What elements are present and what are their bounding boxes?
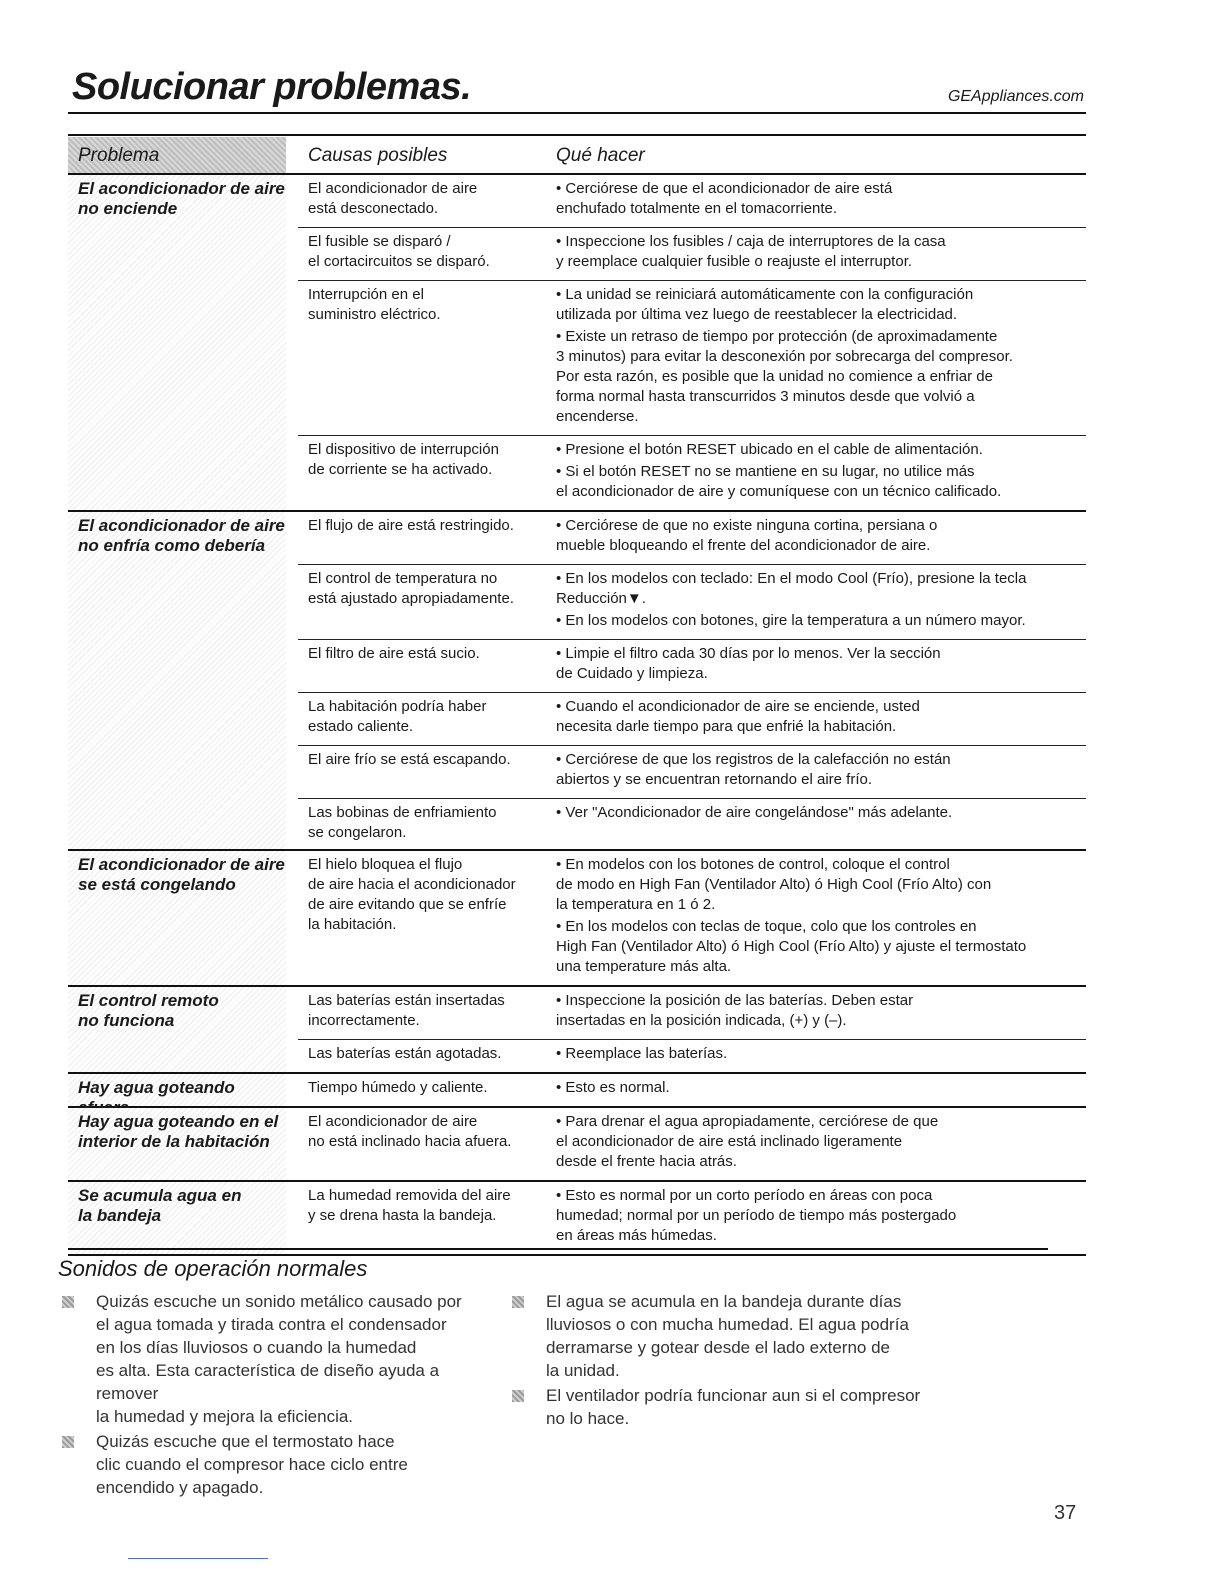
sound-item [58,1430,498,1499]
cause-rows [298,512,1086,849]
fix-cell [556,697,1086,739]
problem-cell [68,1074,286,1106]
problem-cell [68,851,286,985]
fix-item: • Esto es normal por un corto período en áreas con poca humedad; normal por un período de tiempo más postergado en áreas más húmedas. [556,1187,957,1244]
causes-column-header: Causas posibles [308,145,448,166]
page-title: Solucionar problemas. [72,66,472,108]
fix-item: • Limpie el filtro cada 30 días por lo menos. Ver la sección de Cuidado y limpieza. [556,645,941,682]
fix-cell [556,232,1086,274]
problem-label: Se acumula agua en la bandeja [78,1186,242,1225]
problem-cell [68,1108,286,1180]
fix-item: • La unidad se reiniciará automáticamente con la configuración utilizada por última vez luego de reestablecer la electricidad. [556,286,974,323]
fix-cell [556,516,1086,558]
cause-rows [298,175,1086,510]
sounds-right-column [508,1290,968,1432]
table-row [298,280,1086,435]
cause-rows [298,1182,1086,1254]
problem-group [68,987,1086,1074]
cause-cell: El acondicionador de aire está desconectado. [308,180,478,217]
cause-cell: La habitación podría haber estado caliente. [308,698,487,735]
cause-cell: El dispositivo de interrupción de corriente se ha activado. [308,441,499,478]
sound-item-text: El agua se acumula en la bandeja durante días lluviosos o con mucha humedad. El agua podría derramarse y gotear desde el lado externo de la unidad. [546,1292,909,1380]
cause-cell: El filtro de aire está sucio. [308,645,480,662]
fix-item: • Cerciórese de que los registros de la calefacción no están abiertos y se encuentran retornando el aire frío. [556,751,951,788]
fix-item: • Cerciórese de que el acondicionador de aire está enchufado totalmente en el tomacorriente. [556,180,893,217]
problem-label: El acondicionador de aire se está congelando [78,855,285,894]
table-row [298,435,1086,510]
fix-cell [556,855,1086,979]
fix-item: • Inspeccione la posición de las baterías. Deben estar insertadas en la posición indicada, (+) y (–). [556,992,914,1029]
fix-column-header: Qué hacer [556,145,645,166]
footer-line [128,1558,268,1559]
cause-cell: La humedad removida del aire y se drena hasta la bandeja. [308,1187,511,1224]
problem-label: El acondicionador de aire no enciende [78,179,285,218]
problem-cell [68,175,286,510]
fix-cell [556,803,1086,843]
table-header [68,137,1086,175]
fix-item: • Inspeccione los fusibles / caja de interruptores de la casa y reemplace cualquier fusible o reajuste el interruptor. [556,233,946,270]
sound-item-text: Quizás escuche que el termostato hace clic cuando el compresor hace ciclo entre encendido y apagado. [96,1432,408,1497]
table-row [298,987,1086,1039]
fix-item: • Esto es normal. [556,1079,670,1096]
sounds-left-column [58,1290,498,1501]
fix-cell [556,750,1086,792]
fix-cell [556,569,1086,633]
table-body [68,175,1086,1256]
square-bullet-icon [512,1296,524,1308]
fix-item: • En los modelos con teclado: En el modo Cool (Frío), presione la tecla Reducción▼. [556,570,1027,607]
fix-cell [556,179,1086,221]
problem-cell [68,512,286,849]
problem-label: El acondicionador de aire no enfría como debería [78,516,285,555]
table-row [298,851,1086,985]
table-row [298,227,1086,280]
cause-cell: El aire frío se está escapando. [308,751,511,768]
problem-group [68,851,1086,987]
sound-item-text: El ventilador podría funcionar aun si el compresor no lo hace. [546,1386,921,1428]
problem-cell [68,987,286,1072]
square-bullet-icon [62,1436,74,1448]
problem-cell [68,1182,286,1254]
table-row [298,564,1086,639]
fix-item: • En los modelos con teclas de toque, colo que los controles en High Fan (Ventilador Alto) ó High Cool (Frío Alto) y ajuste el termostato una temperature más alta. [556,918,1027,975]
fix-cell [556,1186,1086,1248]
cause-cell: El fusible se disparó / el cortacircuitos se disparó. [308,233,490,270]
cause-cell: El control de temperatura no está ajustado apropiadamente. [308,570,514,607]
square-bullet-icon [512,1390,524,1402]
fix-item: • Para drenar el agua apropiadamente, cerciórese de que el acondicionador de aire está inclinado ligeramente desde el frente hacia atrás. [556,1113,939,1170]
problem-column-header: Problema [78,145,160,166]
fix-item: • Cerciórese de que no existe ninguna cortina, persiana o mueble bloqueando el frente del acondicionador de aire. [556,517,938,554]
cause-cell: Las bobinas de enfriamiento se congelaron. [308,804,497,841]
cause-rows [298,1108,1086,1180]
fix-item: • En los modelos con botones, gire la temperatura a un número mayor. [556,612,1026,629]
cause-rows [298,987,1086,1072]
table-bottom-rule [68,1248,1048,1250]
problem-group [68,175,1086,512]
square-bullet-icon [62,1296,74,1308]
sound-item [508,1384,968,1430]
sounds-heading: Sonidos de operación normales [58,1256,368,1281]
sound-item-text: Quizás escuche un sonido metálico causado por el agua tomada y tirada contra el condensador en los días lluviosos o cuando la humedad es alta. Esta característica de diseño ayuda a remover la humedad y mejora la eficiencia. [96,1292,462,1426]
problem-group [68,1074,1086,1108]
fix-item: • Presione el botón RESET ubicado en el cable de alimentación. [556,441,983,458]
cause-cell: Las baterías están insertadas incorrectamente. [308,992,505,1029]
fix-item: • Ver "Acondicionador de aire congelándose" más adelante. [556,804,953,821]
fix-item: • Reemplace las baterías. [556,1045,728,1062]
table-row [298,175,1086,227]
problem-group [68,1182,1086,1256]
table-top-rule [68,134,1086,136]
table-row [298,798,1086,849]
fix-item: • Si el botón RESET no se mantiene en su lugar, no utilice más el acondicionador de aire y comuníquese con un técnico calificado. [556,463,1002,500]
table-row [298,692,1086,745]
cause-rows [298,1074,1086,1106]
page-number: 37 [1054,1502,1077,1524]
fix-cell [556,440,1086,504]
table-row [298,1108,1086,1180]
problem-group [68,512,1086,851]
problem-label: Hay agua goteando en el interior de la habitación [78,1112,279,1151]
cause-cell: Tiempo húmedo y caliente. [308,1079,488,1096]
cause-cell: Las baterías están agotadas. [308,1045,502,1062]
table-row [298,512,1086,564]
table-row [298,1039,1086,1072]
fix-cell [556,1078,1086,1100]
title-rule [68,112,1086,114]
cause-rows [298,851,1086,985]
site-url: GEAppliances.com [947,88,1084,105]
fix-cell [556,1044,1086,1066]
cause-cell: El acondicionador de aire no está inclinado hacia afuera. [308,1113,512,1150]
fix-item: • Existe un retraso de tiempo por protección (de aproximadamente 3 minutos) para evitar la desconexión por sobrecarga del compresor. Por esta razón, es posible que la unidad no comience a enfriar de forma normal hasta transcurridos 3 minutos desde que volvió a encenderse. [556,328,1013,425]
table-row [298,745,1086,798]
problem-label: Hay agua goteando [78,1078,235,1097]
fix-cell [556,644,1086,686]
fix-item: • Cuando el acondicionador de aire se enciende, usted necesita darle tiempo para que enfrié la habitación. [556,698,920,735]
cause-cell: El flujo de aire está restringido. [308,517,514,534]
problem-group [68,1108,1086,1182]
cause-cell: El hielo bloquea el flujo de aire hacia el acondicionador de aire evitando que se enfríe la habitación. [308,856,516,933]
cause-cell: Interrupción en el suministro eléctrico. [308,286,441,323]
sound-item [58,1290,498,1428]
troubleshooting-table [68,137,1086,1256]
table-row [298,1182,1086,1254]
fix-item: • En modelos con los botones de control, coloque el control de modo en High Fan (Ventilador Alto) ó High Cool (Frío Alto) con la temperatura en 1 ó 2. [556,856,992,913]
table-row [298,1074,1086,1106]
fix-cell [556,1112,1086,1174]
table-row [298,639,1086,692]
problem-label: El control remoto no funciona [78,991,219,1030]
fix-cell [556,285,1086,429]
sound-item [508,1290,968,1382]
fix-cell [556,991,1086,1033]
